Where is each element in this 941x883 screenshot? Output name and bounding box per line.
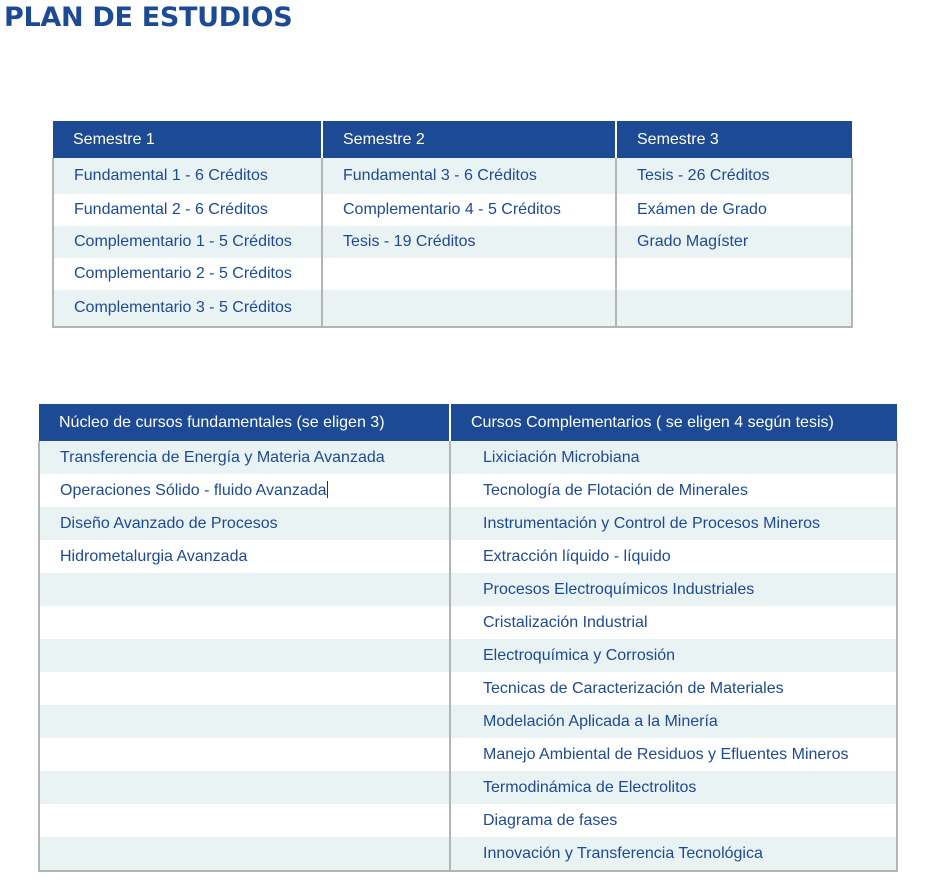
fundamental-course xyxy=(39,573,450,606)
table-cell: Complementario 3 - 5 Créditos xyxy=(53,290,322,327)
table-cell: Fundamental 2 - 6 Créditos xyxy=(53,194,322,226)
complementary-course: Modelación Aplicada a la Minería xyxy=(450,705,897,738)
table-row xyxy=(39,771,897,804)
semester-header: Semestre 3 xyxy=(616,121,852,158)
courses-header-row xyxy=(39,404,897,441)
table-cell: Complementario 1 - 5 Créditos xyxy=(53,226,322,258)
semester-header-row xyxy=(53,121,852,158)
courses-table xyxy=(38,404,898,872)
table-row xyxy=(39,639,897,672)
fundamental-course: Transferencia de Energía y Materia Avanzada xyxy=(39,441,450,474)
table-row xyxy=(39,837,897,871)
fundamental-course-empty xyxy=(39,804,450,837)
table-row xyxy=(39,474,897,507)
complementary-courses-header: Cursos Complementarios ( se eligen 4 según tesis) xyxy=(450,404,897,441)
text-cursor xyxy=(327,481,328,498)
complementary-course: Diagrama de fases xyxy=(450,804,897,837)
table-row xyxy=(39,606,897,639)
fundamental-courses-header: Núcleo de cursos fundamentales (se eligen 3) xyxy=(39,404,450,441)
semester-table xyxy=(52,121,853,328)
complementary-course: Innovación y Transferencia Tecnológica xyxy=(450,837,897,871)
table-row xyxy=(53,290,852,327)
table-row xyxy=(39,573,897,606)
table-cell: Complementario 2 - 5 Créditos xyxy=(53,258,322,290)
fundamental-course-empty xyxy=(39,771,450,804)
table-cell: Fundamental 3 - 6 Créditos xyxy=(322,158,616,194)
table-cell xyxy=(322,258,616,290)
fundamental-course-empty xyxy=(39,606,450,639)
fundamental-course-empty xyxy=(39,738,450,771)
page-title: PLAN DE ESTUDIOS xyxy=(4,2,293,33)
fundamental-course-text: Operaciones Sólido - fluido Avanzada xyxy=(60,482,327,499)
table-row xyxy=(39,441,897,474)
complementary-course: Procesos Electroquímicos Industriales xyxy=(450,573,897,606)
table-cell: Tesis - 19 Créditos xyxy=(322,226,616,258)
fundamental-course: Diseño Avanzado de Procesos xyxy=(39,507,450,540)
fundamental-course: Hidrometalurgia Avanzada xyxy=(39,540,450,573)
complementary-course: Cristalización Industrial xyxy=(450,606,897,639)
table-row xyxy=(53,158,852,194)
fundamental-course-empty xyxy=(39,705,450,738)
table-row xyxy=(39,738,897,771)
fundamental-course[interactable] xyxy=(39,474,450,507)
complementary-course: Extracción líquido - líquido xyxy=(450,540,897,573)
table-row xyxy=(53,194,852,226)
table-cell: Exámen de Grado xyxy=(616,194,852,226)
table-cell xyxy=(322,290,616,327)
table-cell: Grado Magíster xyxy=(616,226,852,258)
table-row xyxy=(39,705,897,738)
table-row xyxy=(53,258,852,290)
complementary-course: Lixiciación Microbiana xyxy=(450,441,897,474)
table-cell: Complementario 4 - 5 Créditos xyxy=(322,194,616,226)
table-cell: Tesis - 26 Créditos xyxy=(616,158,852,194)
complementary-course: Instrumentación y Control de Procesos Mineros xyxy=(450,507,897,540)
semester-header: Semestre 1 xyxy=(53,121,322,158)
fundamental-course-empty xyxy=(39,639,450,672)
complementary-course: Electroquímica y Corrosión xyxy=(450,639,897,672)
semester-header: Semestre 2 xyxy=(322,121,616,158)
table-row xyxy=(39,540,897,573)
fundamental-course-empty xyxy=(39,837,450,871)
complementary-course: Manejo Ambiental de Residuos y Efluentes Mineros xyxy=(450,738,897,771)
table-cell: Fundamental 1 - 6 Créditos xyxy=(53,158,322,194)
complementary-course: Tecnología de Flotación de Minerales xyxy=(450,474,897,507)
fundamental-course-empty xyxy=(39,672,450,705)
table-row xyxy=(39,672,897,705)
table-cell xyxy=(616,290,852,327)
table-row xyxy=(53,226,852,258)
table-row xyxy=(39,804,897,837)
complementary-course: Termodinámica de Electrolitos xyxy=(450,771,897,804)
table-row xyxy=(39,507,897,540)
table-cell xyxy=(616,258,852,290)
complementary-course: Tecnicas de Caracterización de Materiales xyxy=(450,672,897,705)
